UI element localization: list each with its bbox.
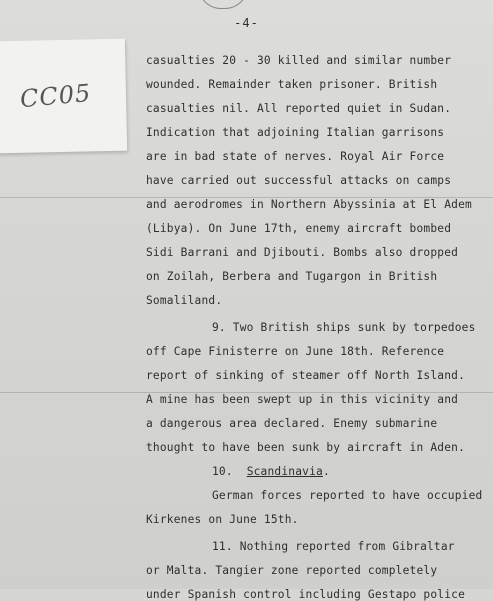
stamp-mark — [198, 0, 248, 9]
paragraph-9-heading: 9. Two British ships sunk by torpedoes — [212, 321, 476, 334]
text-line: Kirkenes on June 15th. — [146, 513, 299, 526]
page-number: -4- — [234, 16, 259, 30]
text-line: report of sinking of steamer off North Island. — [146, 369, 466, 382]
text-line: are in bad state of nerves. Royal Air Force — [146, 150, 445, 163]
text-line: or Malta. Tangier zone reported completely — [146, 564, 438, 577]
text-line: German forces reported to have occupied — [212, 489, 483, 502]
text-line: and aerodromes in Northern Abyssinia at El Adem — [146, 198, 472, 211]
text-line: (Libya). On June 17th, enemy aircraft bombed — [146, 222, 452, 235]
text-line: a dangerous area declared. Enemy submarine — [146, 417, 438, 430]
text-line: Indication that adjoining Italian garrisons — [146, 126, 445, 139]
paragraph-11-heading: 11. Nothing reported from Gibraltar — [212, 540, 455, 553]
text-line: wounded. Remainder taken prisoner. British — [146, 78, 438, 91]
handwritten-note: CC05 — [18, 78, 93, 114]
section-title: Scandinavia — [246, 465, 323, 478]
margin-note-sticker — [0, 39, 127, 154]
text-line: Somaliland. — [146, 294, 223, 307]
text-line: casualties 20 - 30 killed and similar number — [146, 54, 452, 67]
text-line: under Spanish control including Gestapo police — [146, 588, 466, 601]
text-line: A mine has been swept up in this vicinity and — [146, 393, 459, 406]
text-line: on Zoilah, Berbera and Tugargon in British — [146, 270, 438, 283]
section-heading-scandinavia — [212, 465, 330, 478]
text-line: have carried out successful attacks on camps — [146, 174, 452, 187]
text-line: off Cape Finisterre on June 18th. Reference — [146, 345, 445, 358]
text-line: casualties nil. All reported quiet in Sudan. — [146, 102, 452, 115]
section-period: . — [322, 465, 330, 478]
text-line: Sidi Barrani and Djibouti. Bombs also dropped — [146, 246, 459, 259]
text-line: thought to have been sunk by aircraft in Aden. — [146, 441, 466, 454]
section-number: 10. — [212, 465, 233, 478]
